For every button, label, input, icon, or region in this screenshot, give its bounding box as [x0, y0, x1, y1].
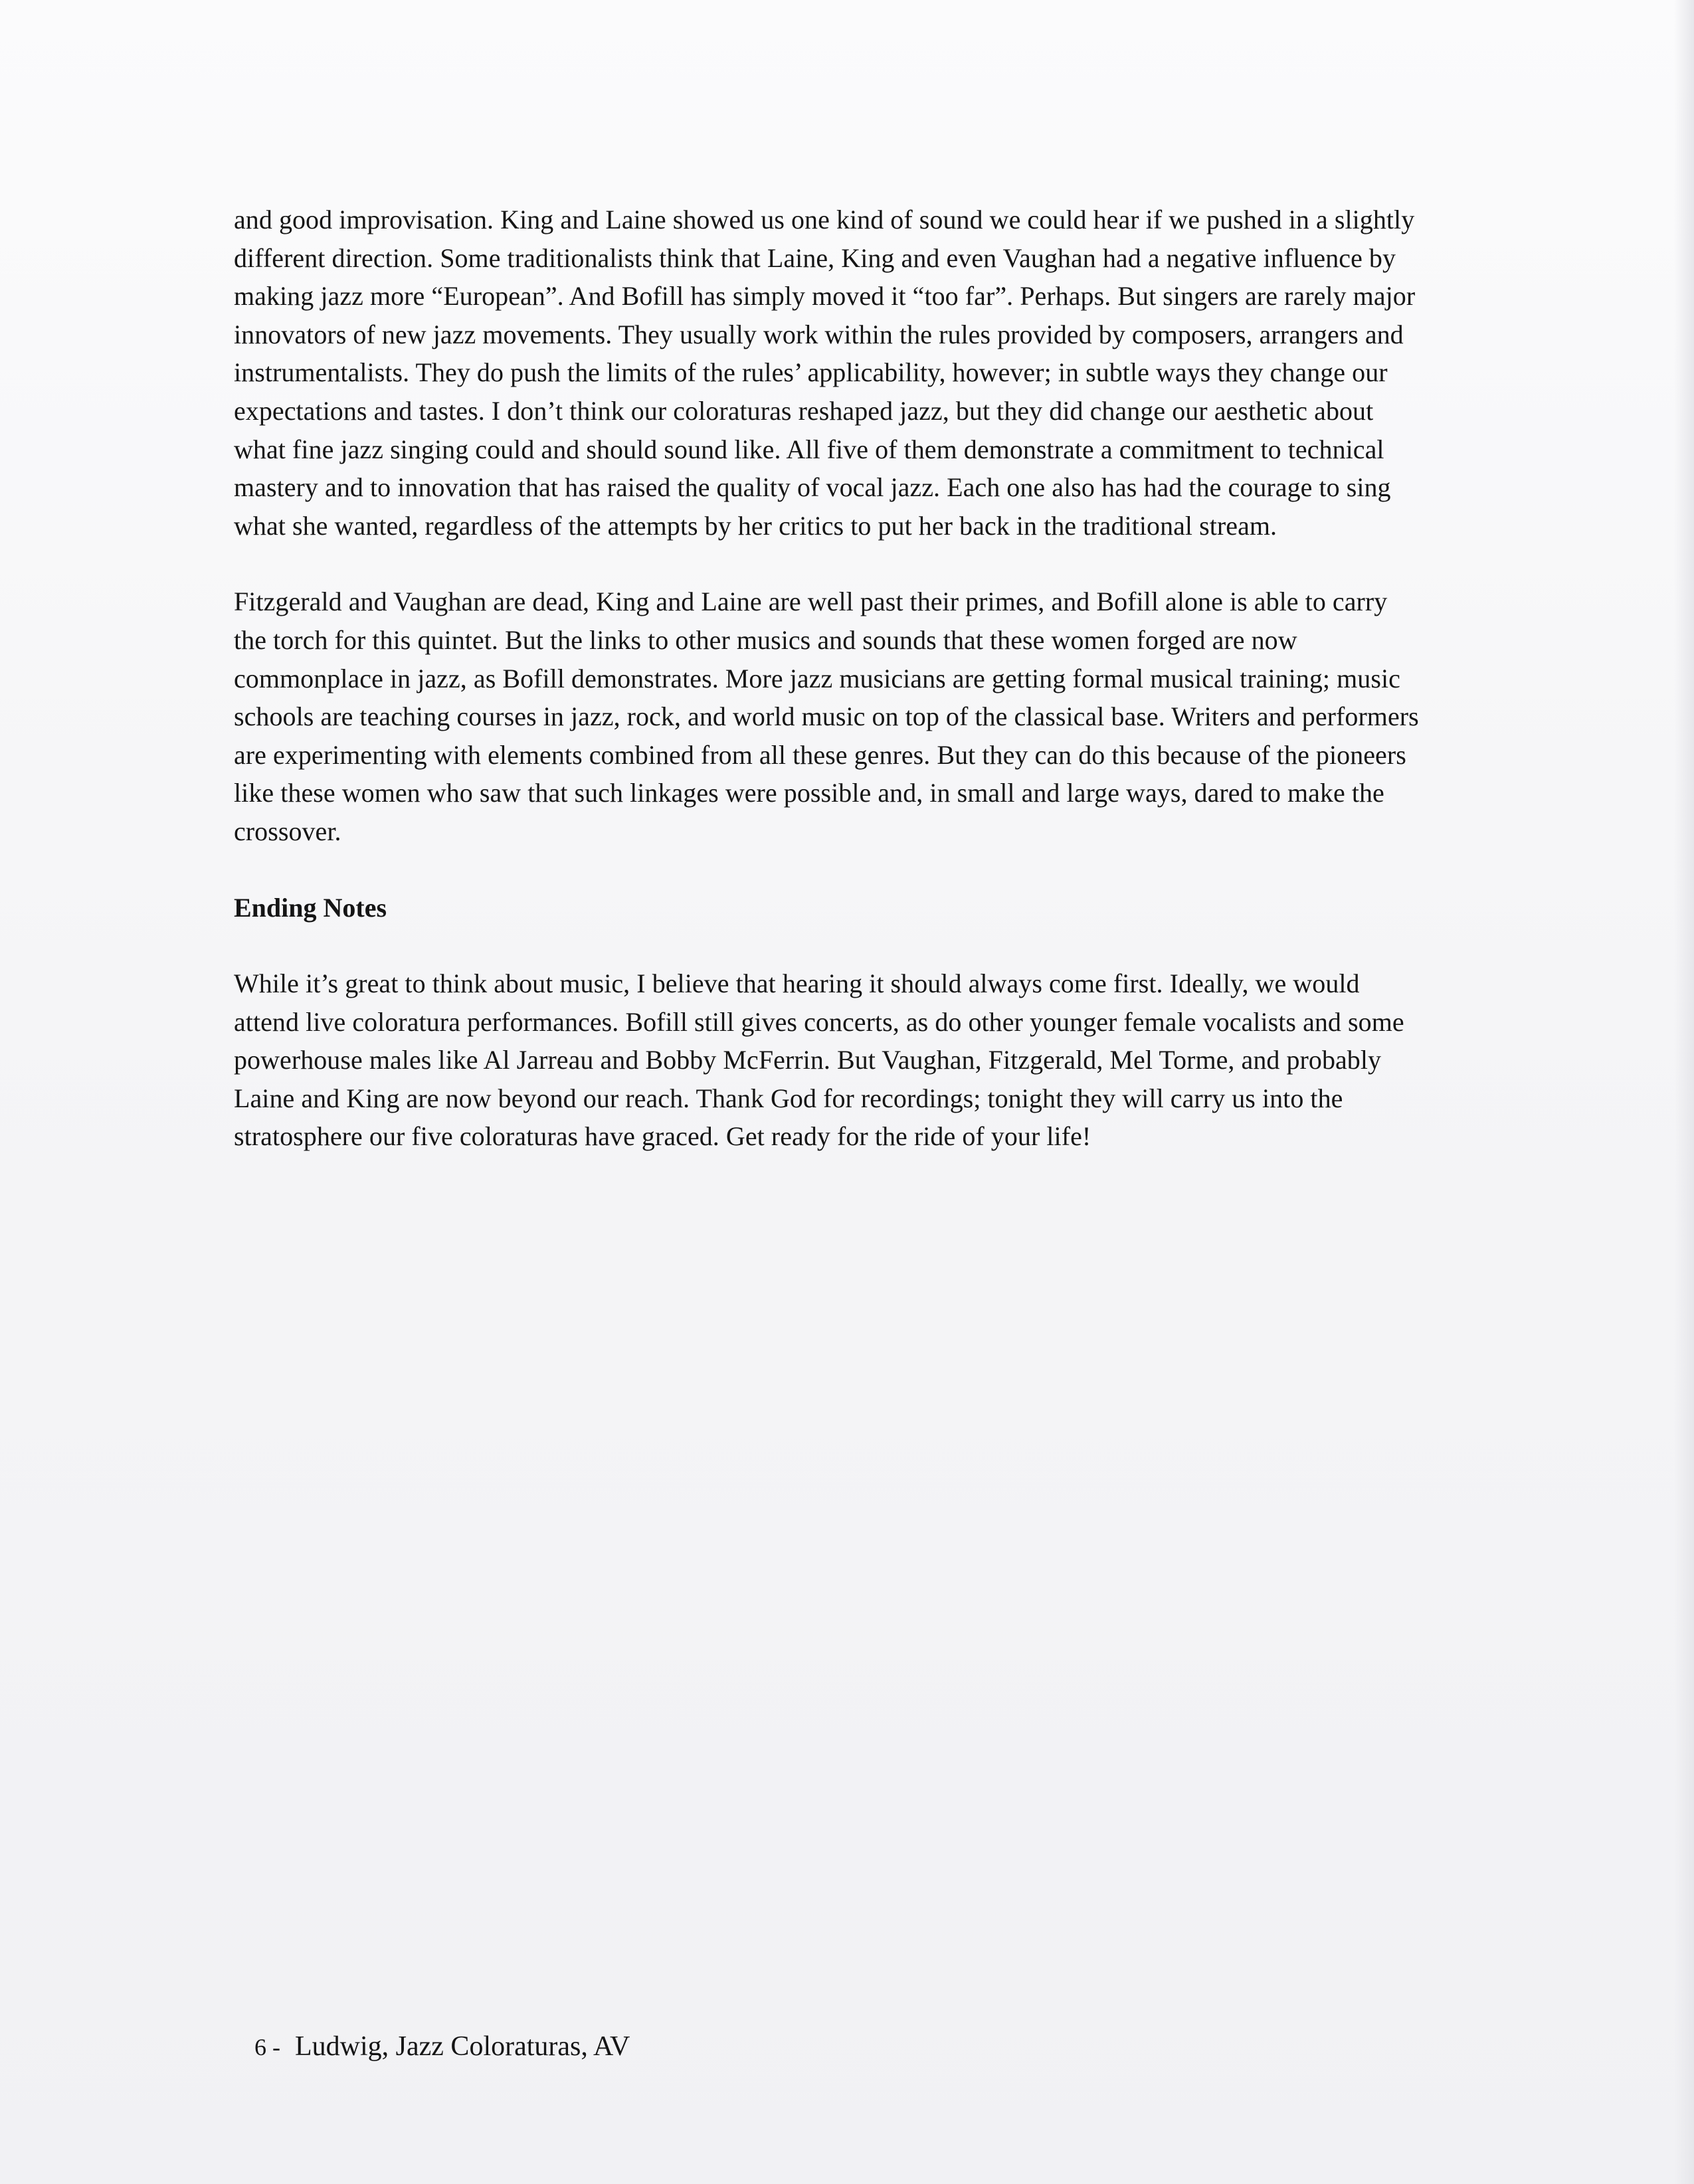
paragraph-1: and good improvisation. King and Laine showed us one kind of sound we could hear if we pushed in a slightly different direction. Some traditionalists think that Laine, King and even Vaughan had a negative influence by making jazz more “European”. And Bofill has simply moved it “too far”. Perhaps. But singers are rarely major innovators of new jazz movements. They usually work within the rules provided by composers, arrangers and instrumentalists. They do push the limits of the rules’ applicability, however; in subtle ways they change our expectations and tastes. I don’t think our coloraturas reshaped jazz, but they did change our aesthetic about what fine jazz singing could and should sound like. All five of them demonstrate a commitment to technical mastery and to innovation that has raised the quality of vocal jazz. Each one also has had the courage to sing what she wanted, regardless of the attempts by her critics to put her back in the traditional stream.: [234, 205, 1416, 541]
running-title: Ludwig, Jazz Coloraturas, AV: [295, 2031, 630, 2062]
section-heading: Ending Notes: [234, 892, 387, 923]
closing-paragraph: While it’s great to think about music, I believe that hearing it should always come first. Ideally, we would attend live coloratura performances. Bofill still gives concerts, as do other younger female vocalists and some powerhouse males like Al Jarreau and Bobby McFerrin. But Vaughan, Fitzgerald, Mel Torme, and probably Laine and King are now beyond our reach. Thank God for recordings; tonight they will carry us into the stratosphere our five coloraturas have graced. Get ready for the ride of your life!: [234, 968, 1404, 1152]
scan-edge: [1674, 0, 1694, 2184]
page-number: 6 -: [254, 2034, 280, 2060]
document-body: [234, 201, 1423, 1156]
page-footer: [254, 2028, 630, 2066]
paragraph-2: Fitzgerald and Vaughan are dead, King and Laine are well past their primes, and Bofill alone is able to carry the torch for this quintet. But the links to other musics and sounds that these women forged are now commonplace in jazz, as Bofill demonstrates. More jazz musicians are getting formal musical training; music schools are teaching courses in jazz, rock, and world music on top of the classical base. Writers and performers are experimenting with elements combined from all these genres. But they can do this because of the pioneers like these women who saw that such linkages were possible and, in small and large ways, dared to make the crossover.: [234, 587, 1419, 846]
